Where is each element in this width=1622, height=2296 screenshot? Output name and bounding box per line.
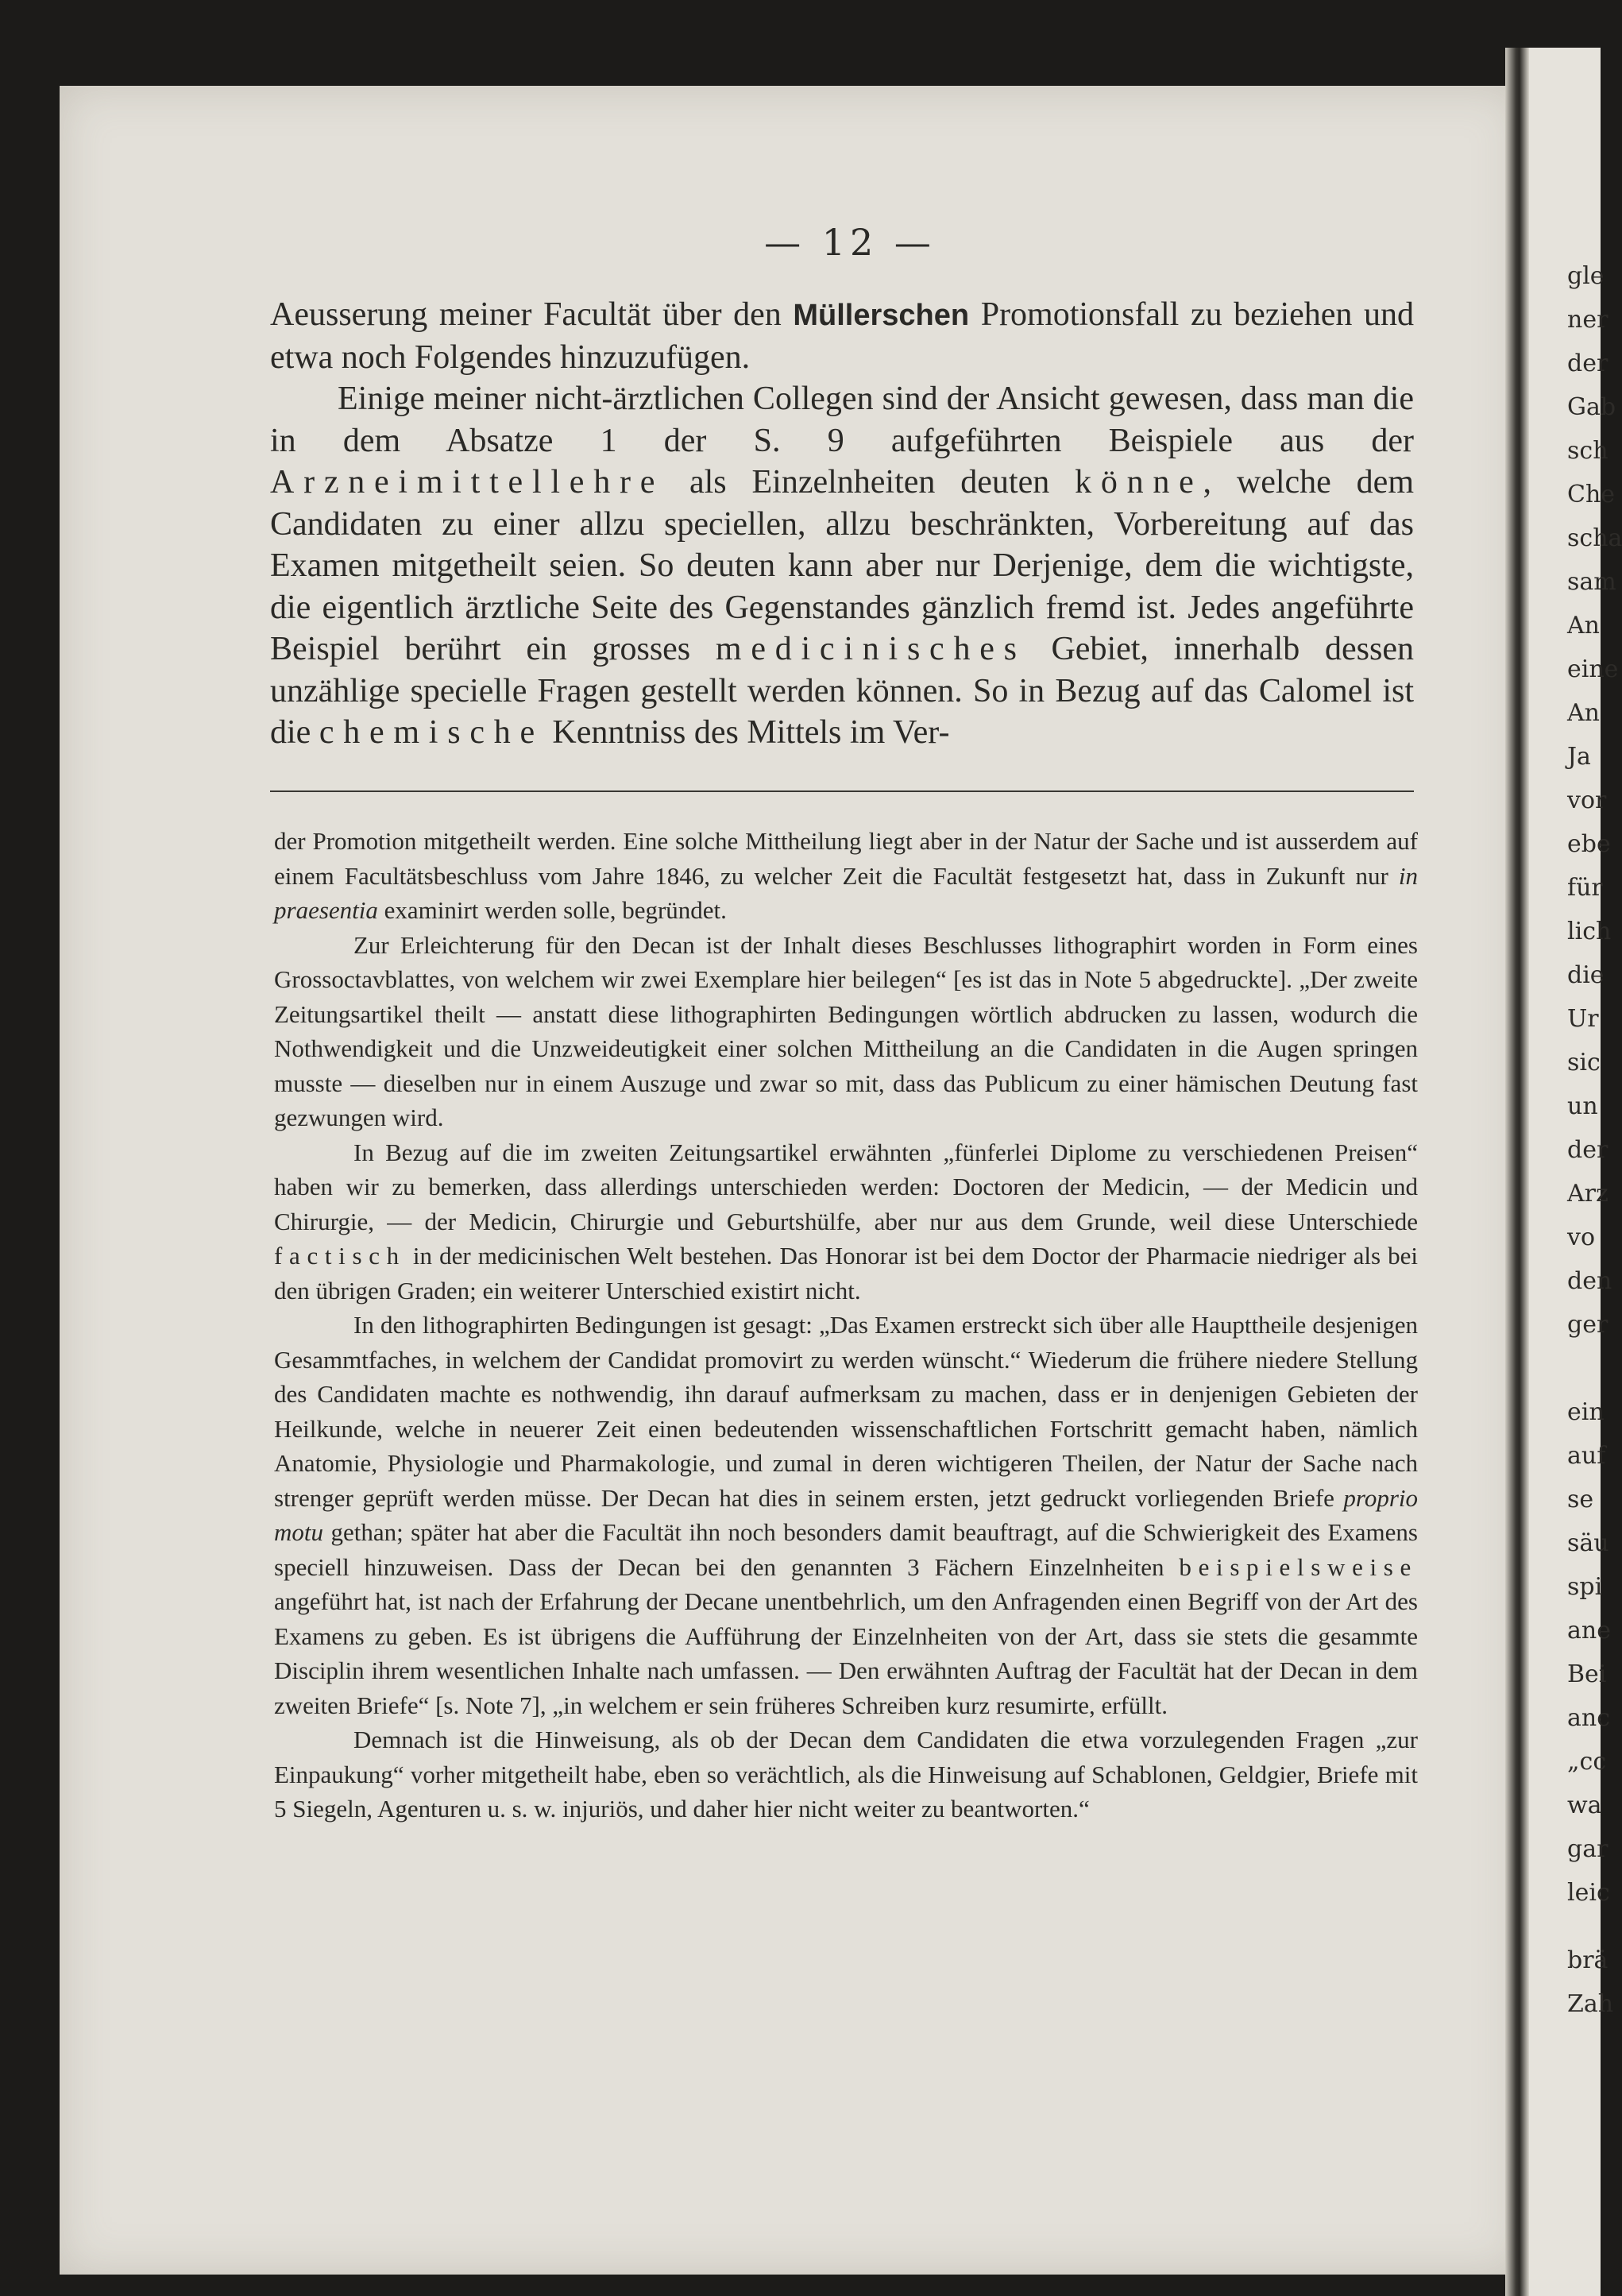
text-span: als Einzelnheiten deuten	[664, 464, 1076, 501]
facing-page-word: brä	[1567, 1946, 1608, 1974]
text-span: angeführt hat, ist nach der Erfahrung der Decane unentbehrlich, um den Anfragenden einen Begriff von der Art des Examens zu geben. Es ist übrigens die Aufführung der Einzelnheiten von der Art, dass sie stets die gesammte Disciplin ihrem wesentlichen Inhalte nach umfassen. — Den erwähnten Auftrag der Facultät hat der Decan in dem zweiten Briefe“ [s. Note 7], „in welchem er sein früheres Schreiben kurz resumirte, erfüllt.	[274, 1587, 1418, 1719]
facing-page-word: vo	[1567, 1223, 1596, 1251]
facing-page-word: anc	[1567, 1704, 1611, 1732]
facing-page-word: Ja	[1567, 743, 1591, 771]
facing-page-word: wa	[1567, 1792, 1602, 1819]
facing-page-word: säu	[1567, 1529, 1609, 1557]
facing-page-word: scha	[1567, 524, 1622, 552]
facing-page-word: sic	[1567, 1049, 1601, 1076]
footnote-paragraph-2: Zur Erleichterung für den Decan ist der Inhalt dieses Beschlusses lithographirt worden in Form eines Grossoctavblattes, von welchem wir zwei Exemplare hier beilegen“ [es ist das in Note 5 abgedruckte]. „Der zweite Zeitungsartikel theilt — anstatt diese lithographirten Bedingungen wörtlich abdrucken zu lassen, wodurch die Nothwendigkeit und die Unzweideutigkeit einer solchen Mittheilung an die Candidaten in die Augen springen musste — dieselben nur in einem Auszuge und zwar so mit, dass das Publicum zu einer hämischen Deutung fast gezwungen wird.	[274, 930, 1418, 1131]
facing-page-word: den	[1567, 1267, 1612, 1295]
facing-page-word: Ur	[1567, 1005, 1599, 1033]
spaced-word: Arzneimittellehre	[270, 464, 665, 501]
page-number: — 12 —	[764, 221, 936, 264]
facing-page-word: der	[1567, 1136, 1608, 1164]
footnote-divider	[270, 790, 1414, 792]
spaced-word: medicinisches	[715, 631, 1026, 667]
book-gutter	[1505, 48, 1529, 2296]
main-paragraph-1	[270, 294, 1414, 378]
spaced-word: factisch	[274, 1242, 406, 1270]
facing-page-word: ner	[1567, 306, 1608, 334]
facing-page-word: der	[1567, 350, 1608, 377]
facing-page-word: die	[1567, 961, 1605, 989]
facing-page-word: ane	[1567, 1617, 1611, 1645]
facing-page-fragment	[1529, 48, 1622, 2296]
text-span: der Promotion mitgetheilt werden. Eine solche Mittheilung liegt aber in der Natur der Sache und ist ausserdem auf einem Facultätsbeschluss vom Jahre 1846, zu welcher Zeit die Facultät festgesetzt hat, dass in Zukunft nur	[274, 827, 1418, 890]
facing-page-word: spi	[1567, 1573, 1603, 1601]
facing-page-word: ein	[1567, 1398, 1605, 1426]
facing-page-word: für	[1567, 874, 1603, 902]
facing-page-word: vor	[1567, 787, 1607, 814]
text-span: Einige meiner nicht-ärztlichen Collegen sind der Ansicht gewesen, dass man die in dem Absatze 1 der S. 9 aufgeführten Beispiele aus der	[270, 381, 1414, 459]
text-span: in der medicinischen Welt bestehen. Das Honorar ist bei dem Doctor der Pharmacie niedriger als bei den übrigen Graden; ein weiterer Unterschied existirt nicht.	[274, 1242, 1418, 1305]
facing-page-word: Bei	[1567, 1660, 1607, 1688]
facing-page-word: eine	[1567, 655, 1619, 683]
facing-page-word: gar	[1567, 1835, 1608, 1863]
italic-phrase: proprio motu	[274, 1483, 1418, 1546]
spaced-word: könne	[1075, 464, 1203, 501]
main-paragraph-2	[270, 378, 1414, 754]
italic-phrase: in praesentia	[274, 861, 1418, 924]
facing-page-word: un	[1567, 1092, 1598, 1120]
text-span: In Bezug auf die im zweiten Zeitungsartikel erwähnten „fünferlei Diplome zu verschiedenen Preisen“ haben wir zu bemerken, dass allerdings unterschieden werden: Doctoren der Medicin, — der Medicin und Chirurgie, — der Medicin, Chirurgie und Geburtshülfe, aber nur aus dem Grunde, weil diese Unterschiede	[274, 1138, 1418, 1235]
facing-page-word: sam	[1567, 568, 1616, 596]
footnote-text	[274, 824, 1418, 1826]
text-span: Gebiet, innerhalb dessen unzählige specielle Fragen gestellt werden können. So in Bezug auf das Calomel ist die	[270, 631, 1414, 751]
facing-page-word: leic	[1567, 1879, 1610, 1907]
facing-page-word: ger	[1567, 1311, 1608, 1339]
footnote-paragraph-5: Demnach ist die Hinweisung, als ob der Decan dem Candidaten die etwa vorzulegenden Fragen „zur Einpaukung“ vorher mitgetheilt habe, eben so verächtlich, als die Hinweisung auf Schablonen, Geldgier, Briefe mit 5 Siegeln, Agenturen u. s. w. injuriös, und daher hier nicht weiter zu beantworten.“	[274, 1726, 1418, 1822]
name-bold: Müllerschen	[793, 299, 970, 332]
footnote-paragraph-4	[274, 1308, 1418, 1722]
footnote-paragraph-3	[274, 1135, 1418, 1308]
facing-page-word: Zah	[1567, 1990, 1614, 2018]
text-span: , welche dem Candidaten zu einer allzu speciellen, allzu beschränkten, Vorbereitung auf das Examen mitgetheilt seien. So deuten kann aber nur Derjenige, dem die wichtigste, die eigentlich ärztliche Seite des Gegenstandes gänzlich fremd ist. Jedes angeführte Beispiel berührt ein grosses	[270, 464, 1414, 667]
facing-page-word: „cc	[1567, 1748, 1607, 1776]
facing-page-word: An	[1567, 699, 1600, 727]
footnote-paragraph-1	[274, 824, 1418, 928]
facing-page-word: auf	[1567, 1442, 1606, 1470]
text-span: In den lithographirten Bedingungen ist gesagt: „Das Examen erstreckt sich über alle Haupttheile desjenigen Gesammtfaches, in welchem der Candidat promovirt zu werden wünscht.“ Wiederum die frühere niedere Stellung des Candidaten machte es nothwendig, ihn darauf aufmerksam zu machen, dass er in denjenigen Gebieten der Heilkunde, welche in neuerer Zeit einen bedeutenden wissenschaftlichen Fortschritt gemacht haben, nämlich Anatomie, Physiologie und Pharmakologie, und zumal in deren wichtigeren Theilen, der Natur der Sache nach strenger geprüft werden müsse. Der Decan hat dies in seinem ersten, jetzt gedruckt vorliegenden Briefe	[274, 1311, 1418, 1512]
facing-page-word: ebe	[1567, 830, 1611, 858]
text-span: gethan; später hat aber die Facultät ihn noch besonders damit beauftragt, auf die Schwierigkeit des Examens speciell hinzuweisen. Dass der Decan bei den genannten 3 Fächern Einzelnheiten	[274, 1518, 1418, 1581]
facing-page-word: lich	[1567, 918, 1612, 945]
facing-page-word: Gab	[1567, 393, 1616, 421]
text-span: Aeusserung meiner Facultät über den	[270, 296, 794, 333]
facing-page-word: An	[1567, 612, 1600, 640]
spaced-word: chemische	[319, 714, 544, 751]
facing-page-word: Arz	[1567, 1180, 1608, 1208]
facing-page-word: gle	[1567, 262, 1605, 290]
text-span: Promotionsfall zu beziehen und etwa noch Folgendes hinzuzufügen.	[270, 296, 1414, 376]
facing-page-word: sch	[1567, 437, 1608, 465]
text-span: Kenntniss des Mittels im Ver-	[543, 714, 950, 751]
spaced-word: beispielsweise	[1179, 1552, 1418, 1581]
facing-page-word: se	[1567, 1486, 1594, 1513]
text-span: examinirt werden solle, begründet.	[377, 896, 727, 924]
main-text	[270, 294, 1414, 754]
facing-page-word: Che	[1567, 481, 1616, 508]
